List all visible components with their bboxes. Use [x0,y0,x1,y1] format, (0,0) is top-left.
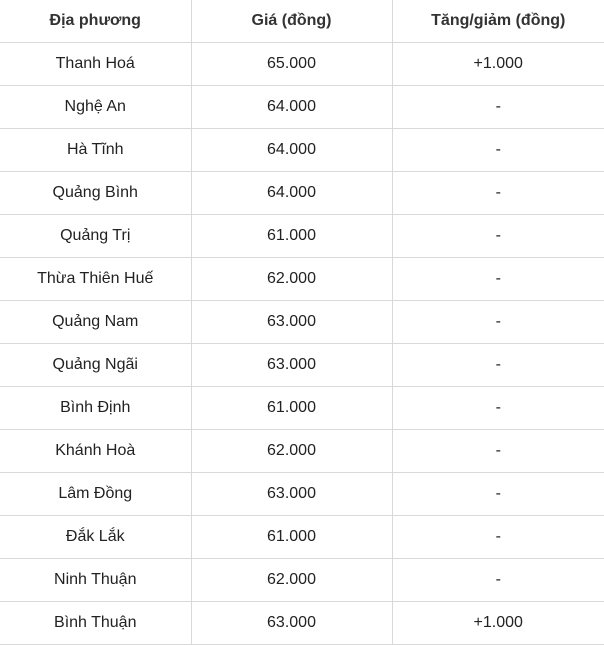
cell-change: +1.000 [392,602,604,645]
table-row [0,129,604,172]
cell-price: 61.000 [191,215,392,258]
table-row [0,344,604,387]
cell-location: Thanh Hoá [0,43,191,86]
cell-location: Bình Định [0,387,191,430]
cell-price: 62.000 [191,559,392,602]
cell-change: - [392,86,604,129]
table-row [0,602,604,645]
cell-change: - [392,129,604,172]
cell-price: 64.000 [191,129,392,172]
cell-price: 63.000 [191,473,392,516]
table-row [0,172,604,215]
cell-change: - [392,344,604,387]
cell-location: Nghệ An [0,86,191,129]
table-header [0,0,604,43]
table-row [0,86,604,129]
cell-location: Quảng Bình [0,172,191,215]
cell-change: - [392,473,604,516]
table-row [0,387,604,430]
header-change: Tăng/giảm (đồng) [392,0,604,43]
cell-location: Quảng Ngãi [0,344,191,387]
table-row [0,559,604,602]
cell-change: - [392,387,604,430]
cell-change: - [392,516,604,559]
cell-price: 64.000 [191,172,392,215]
cell-location: Khánh Hoà [0,430,191,473]
header-price: Giá (đồng) [191,0,392,43]
cell-change: - [392,172,604,215]
table-body [0,43,604,645]
cell-price: 63.000 [191,301,392,344]
cell-location: Ninh Thuận [0,559,191,602]
cell-change: - [392,559,604,602]
cell-location: Đắk Lắk [0,516,191,559]
cell-price: 62.000 [191,430,392,473]
table-row [0,473,604,516]
cell-location: Thừa Thiên Huế [0,258,191,301]
table-row [0,215,604,258]
cell-price: 61.000 [191,387,392,430]
cell-location: Hà Tĩnh [0,129,191,172]
cell-change: - [392,215,604,258]
cell-location: Quảng Trị [0,215,191,258]
cell-price: 65.000 [191,43,392,86]
cell-price: 62.000 [191,258,392,301]
cell-location: Lâm Đồng [0,473,191,516]
cell-price: 63.000 [191,344,392,387]
table-row [0,301,604,344]
table-row [0,430,604,473]
cell-location: Bình Thuận [0,602,191,645]
cell-change: - [392,430,604,473]
table-row [0,43,604,86]
cell-price: 63.000 [191,602,392,645]
cell-price: 61.000 [191,516,392,559]
header-location: Địa phương [0,0,191,43]
header-row [0,0,604,43]
cell-change: - [392,301,604,344]
cell-price: 64.000 [191,86,392,129]
cell-change: - [392,258,604,301]
cell-location: Quảng Nam [0,301,191,344]
table-row [0,258,604,301]
cell-change: +1.000 [392,43,604,86]
table-row [0,516,604,559]
